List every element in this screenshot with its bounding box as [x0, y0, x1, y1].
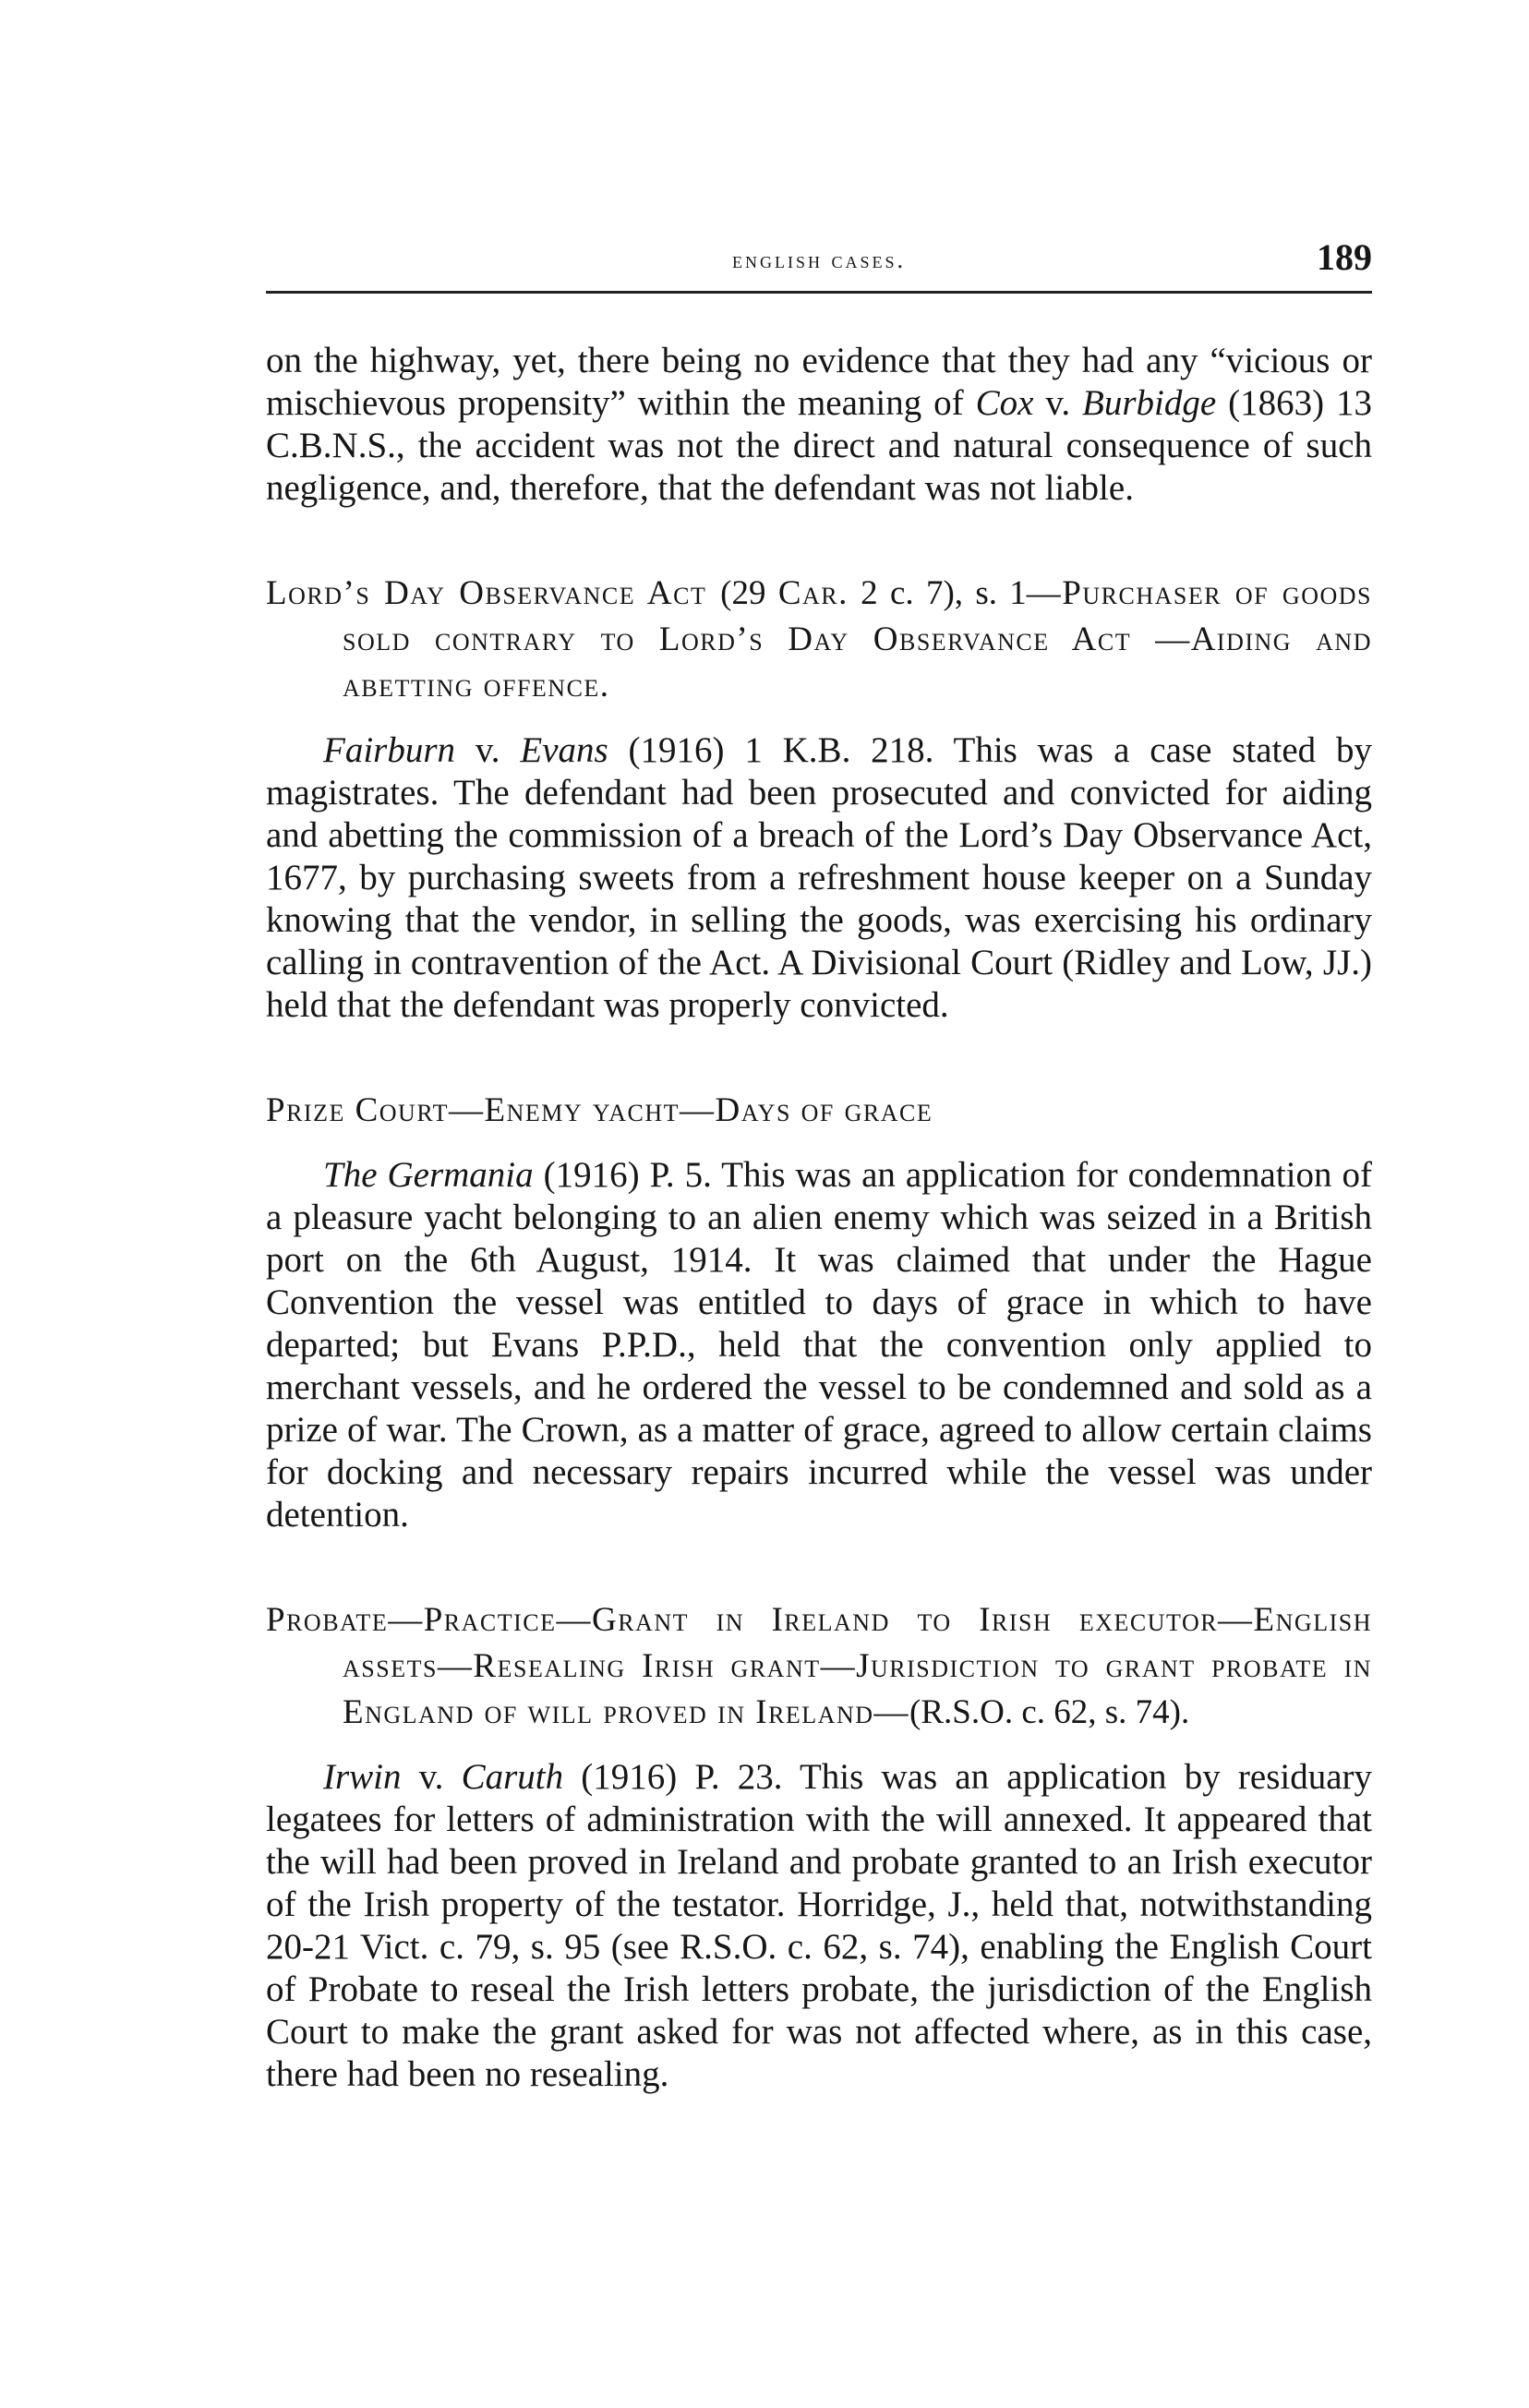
heading-part: (R.S.O. c. 62, s. 74).	[909, 1693, 1190, 1731]
opening-text-a: on the highway, yet, there being no evidence that they had any “vicious or mischievous propensity” within the meaning of	[266, 341, 1372, 423]
case-name-cox: Cox	[975, 383, 1034, 423]
opening-text-c: (1863) 13 C.B.N.S., the accident was not the direct and natural consequence of such negligence, and, therefore, that the defendant was not liable.	[266, 383, 1373, 508]
section-prize-court	[266, 1088, 1372, 1536]
section-heading	[266, 571, 1372, 709]
case-name: Evans	[520, 730, 608, 770]
opening-paragraph	[266, 340, 1372, 510]
case-paragraph	[266, 729, 1372, 1027]
case-name: Caruth	[461, 1757, 564, 1797]
case-body: (1916) P. 5. This was an application for condemnation of a pleasure yacht belonging to an alien enemy which was seized in a British port on the 6th August, 1914. It was claimed that under the Hague Convention the vessel was entitled to days of grace in which to have departed; but Evans P.P.D., held that the convention only applied to merchant vessels, and he ordered the vessel to be condemned and sold as a prize of war. The Crown, as a matter of grace, agreed to allow certain claims for docking and necessary repairs incurred while the vessel was under detention.	[266, 1155, 1373, 1535]
section-heading: Prize Court—Enemy yacht—Days of grace	[266, 1091, 933, 1129]
case-versus: v.	[455, 730, 521, 770]
page-body	[266, 340, 1372, 2096]
section-probate	[266, 1597, 1372, 2096]
case-paragraph	[266, 1154, 1372, 1536]
case-body: (1916) P. 23. This was an application by residuary legatees for letters of administration with the will annexed. It appeared that the will had been proved in Ireland and probate granted to an Irish executor of the Irish property of the testator. Horridge, J., held that, notwithstanding 20-21 Vict. c. 79, s. 95 (see R.S.O. c. 62, s. 74), enabling the English Court of Probate to reseal the Irish letters probate, the jurisdiction of the English Court to make the grant asked for was not affected where, as in this case, there had been no resealing.	[266, 1757, 1372, 2094]
heading-part: Car.	[777, 574, 849, 612]
section-heading	[266, 1597, 1372, 1736]
heading-part: 2 c. 7), s. 1	[848, 574, 1027, 612]
section-lords-day	[266, 571, 1372, 1027]
heading-part: Probate—Practice—Grant in Ireland to Irish executor—English assets—Resealing Irish grant—Jurisdiction to grant probate in England of will proved in Ireland—	[266, 1601, 1372, 1731]
heading-part: —Purchaser of goods sold contrary to Lord’s Day Observance Act —Aiding and abetting offence.	[343, 574, 1372, 704]
case-name: The Germania	[323, 1155, 534, 1195]
running-title: english cases.	[731, 247, 906, 273]
case-body: (1916) 1 K.B. 218. This was a case stated by magistrates. The defendant had been prosecuted and convicted for aiding and abetting the commission of a breach of the Lord’s Day Observance Act, 1677, by purchasing sweets from a refreshment house keeper on a Sunday knowing that the vendor, in selling the goods, was exercising his ordinary calling in contravention of the Act. A Divisional Court (Ridley and Low, JJ.) held that the defendant was properly convicted.	[266, 730, 1373, 1025]
case-name-burbidge: Burbidge	[1082, 383, 1217, 423]
case-versus: v.	[401, 1757, 462, 1797]
page-number: 189	[1317, 236, 1372, 278]
opening-text-b: v.	[1033, 383, 1083, 423]
case-name: Irwin	[323, 1757, 402, 1797]
running-header	[266, 235, 1372, 282]
case-name: Fairburn	[323, 730, 456, 770]
case-paragraph	[266, 1756, 1372, 2096]
header-rule	[266, 291, 1372, 294]
heading-part: Lord’s Day Observance Act	[266, 574, 721, 612]
heading-part: (29	[720, 574, 778, 612]
